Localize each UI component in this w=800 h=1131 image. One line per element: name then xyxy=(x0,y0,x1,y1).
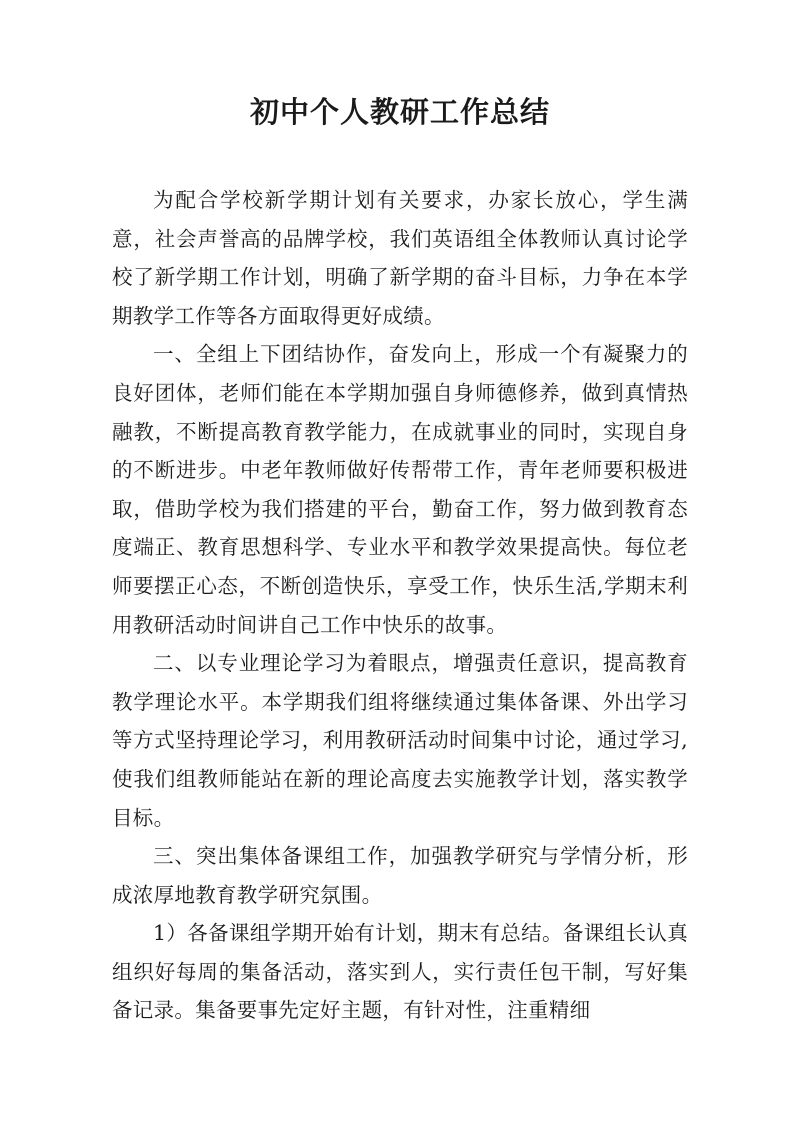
document-title: 初中个人教研工作总结 xyxy=(249,95,550,129)
document-body xyxy=(112,181,688,1030)
paragraph-section-1: 一、全组上下团结协作，奋发向上，形成一个有凝聚力的良好团体，老师们能在本学期加强自身师德修养，做到真情热融教，不断提高教育教学能力，在成就事业的同时，实现自身的不断进步。中老年教师做好传帮带工作，青年老师要积极进取，借助学校为我们搭建的平台，勤奋工作，努力做到教育态度端正、教育思想科学、专业水平和教学效果提高快。每位老师要摆正心态，不断创造快乐，享受工作，快乐生活,学期末利用教研活动时间讲自己工作中快乐的故事。 xyxy=(112,342,688,637)
paragraph-item-1: 1）各备课组学期开始有计划，期末有总结。备课组长认真组织好每周的集备活动，落实到人，实行责任包干制，写好集备记录。集备要事先定好主题，有针对性，注重精细 xyxy=(112,921,688,1023)
paragraph-section-3: 三、突出集体备课组工作，加强教学研究与学情分析，形成浓厚地教育教学研究氛围。 xyxy=(112,844,688,907)
paragraph-section-2: 二、以专业理论学习为着眼点，增强责任意识，提高教育教学理论水平。本学期我们组将继续通过集体备课、外出学习等方式坚持理论学习，利用教研活动时间集中讨论，通过学习,使我们组教师能站在新的理论高度去实施教学计划，落实教学目标。 xyxy=(112,651,688,830)
paragraph-intro: 为配合学校新学期计划有关要求，办家长放心，学生满意，社会声誉高的品牌学校，我们英语组全体教师认真讨论学校了新学期工作计划，明确了新学期的奋斗目标，力争在本学期教学工作等各方面取得更好成绩。 xyxy=(112,188,688,328)
